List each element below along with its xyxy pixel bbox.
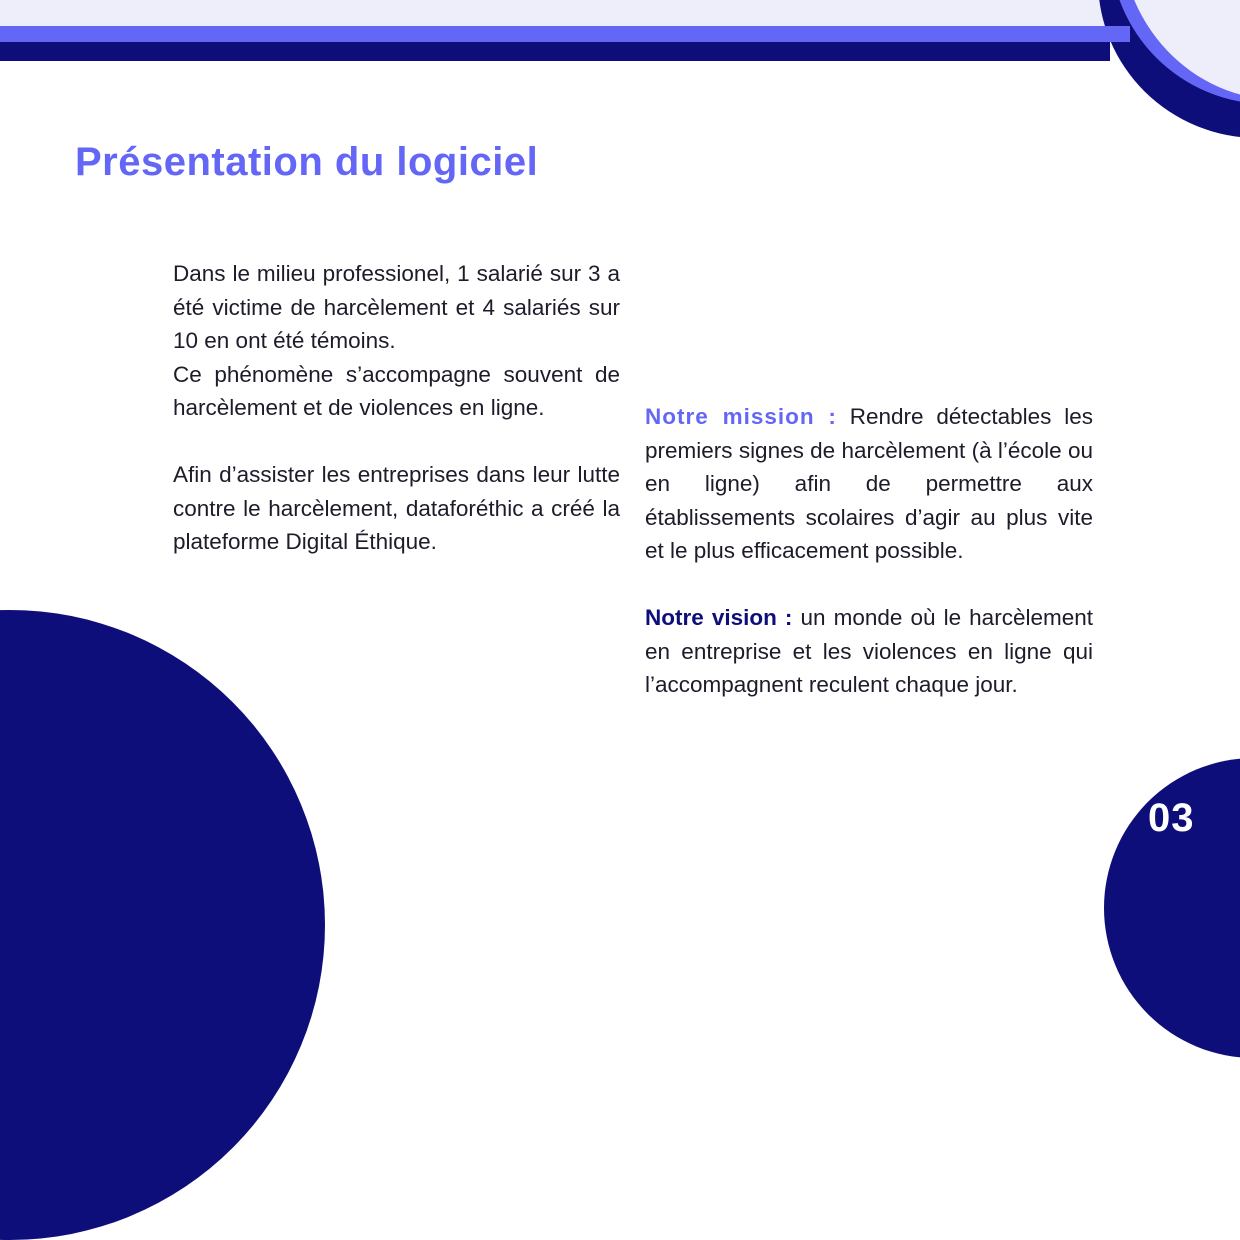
bottom-left-circle [0,610,325,1240]
vision-label: Notre vision : [645,605,793,630]
page-number: 03 [1148,796,1195,840]
header-stripe-blue [0,26,1130,42]
paragraph-gap [645,568,1093,602]
vision-text: un monde où le harcèlement en entreprise et les violences en ligne qui l’accompagnent reculent chaque jour. [645,605,1093,697]
paragraph-gap [173,425,620,459]
platform-paragraph: Afin d’assister les entreprises dans leur lutte contre le harcèlement, dataforéthic a créé la plateforme Digital Éthique. [173,462,620,554]
mission-text: Rendre détectables les premiers signes de harcèlement (à l’école ou en ligne) afin de permettre aux établissements scolaires d’agir au plus vite et le plus efficacement possible. [645,404,1093,563]
stat-paragraph: Dans le milieu professionel, 1 salarié sur 3 a été victime de harcèlement et 4 salariés sur 10 en ont été témoins. [173,261,620,353]
online-violence-paragraph: Ce phénomène s’accompagne souvent de harcèlement et de violences en ligne. [173,361,620,420]
header-stripe-navy [0,42,1110,61]
top-light-band [0,0,1240,28]
page-title: Présentation du logiciel [75,140,539,184]
left-column [173,257,620,559]
vision-paragraph [645,601,1093,702]
right-column [645,400,1093,702]
mission-label: Notre mission : [645,404,837,429]
mission-paragraph [645,400,1093,568]
